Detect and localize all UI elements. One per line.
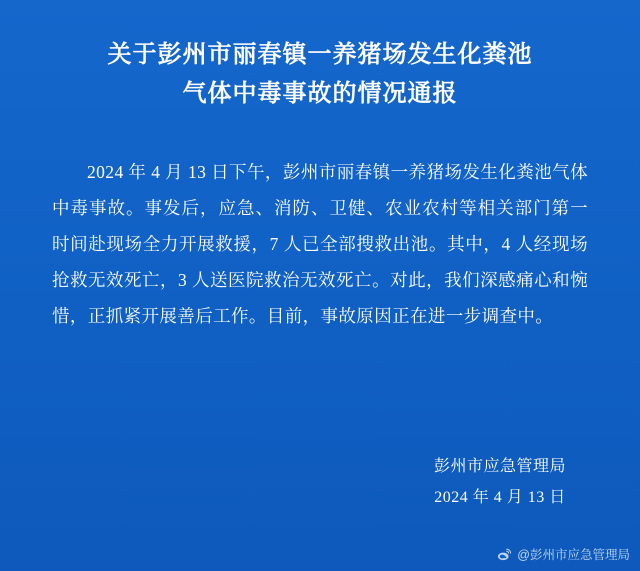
signature-organization: 彭州市应急管理局 — [433, 457, 566, 475]
watermark-text: @彭州市应急管理局 — [517, 548, 630, 562]
body-paragraph: 2024 年 4 月 13 日下午，彭州市丽春镇一养猪场发生化粪池气体中毒事故。事发后，应急、消防、卫健、农业农村等相关部门第一时间赴现场全力开展救援，7 人已全部搜救出池。其中，4 人经现场抢救无效死亡，3 人送医院救治无效死亡。对此，我们深感痛心和惋惜，正抓紧开展善后工作。目前，事故原因正在进一步调查中。 — [52, 161, 588, 326]
weibo-icon — [497, 547, 512, 562]
notice-body — [52, 154, 588, 334]
page-title — [0, 0, 640, 114]
title-line-1: 关于彭州市丽春镇一养猪场发生化粪池 — [107, 42, 533, 68]
title-line-2: 气体中毒事故的情况通报 — [182, 80, 458, 107]
signature — [434, 451, 566, 513]
watermark — [497, 545, 630, 563]
signature-date: 2024 年 4 月 13 日 — [434, 488, 566, 506]
